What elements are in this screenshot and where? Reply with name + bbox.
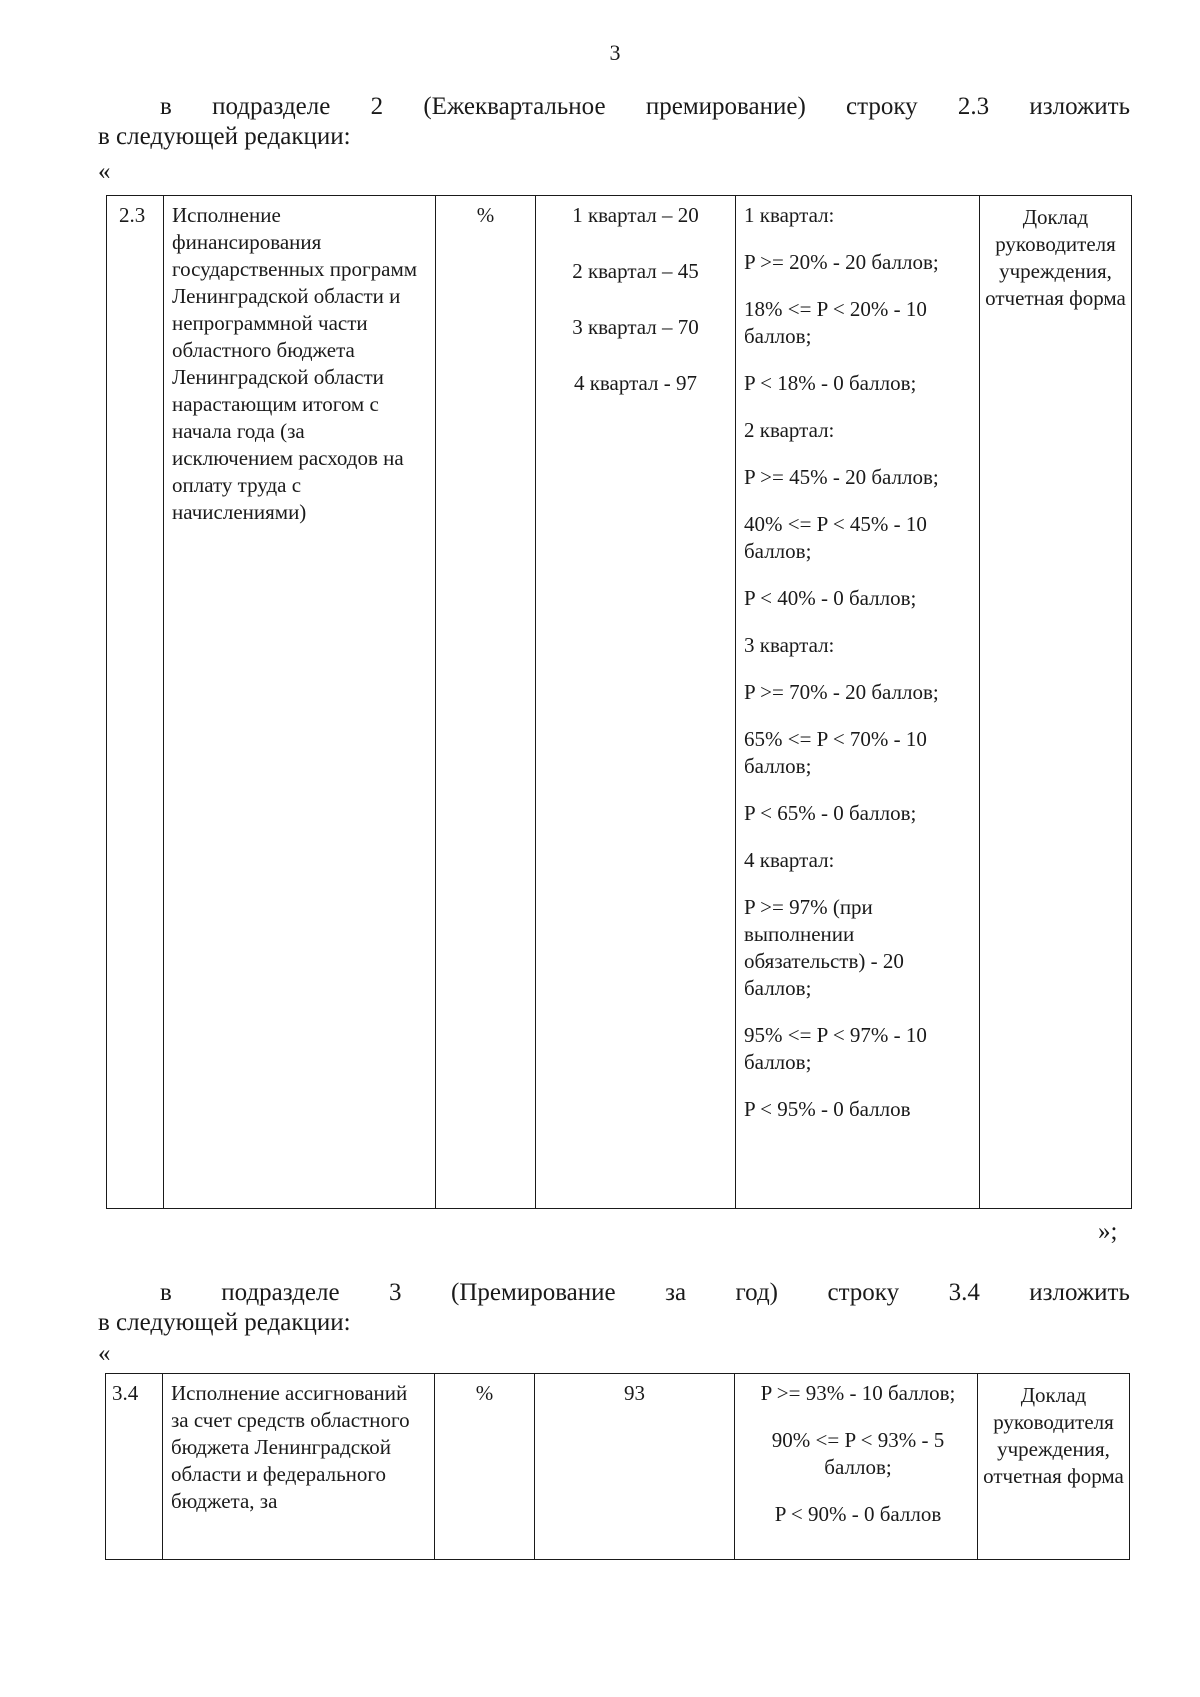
table-row bbox=[106, 1374, 1130, 1560]
row-2-3-table bbox=[106, 195, 1132, 1209]
plan-value: 1 квартал – 20 bbox=[572, 203, 699, 227]
scoring-line: P >= 20% - 20 баллов; bbox=[744, 250, 939, 274]
scoring-line: P < 90% - 0 баллов bbox=[774, 1502, 942, 1526]
scoring-line: P >= 93% - 10 баллов; bbox=[760, 1381, 956, 1405]
open-quote: « bbox=[98, 1340, 111, 1367]
row-number: 2.3 bbox=[107, 196, 164, 1209]
intro-word: (Ежеквартальное bbox=[423, 93, 606, 120]
intro-word: год) bbox=[735, 1279, 779, 1306]
intro-word: строку bbox=[827, 1279, 900, 1306]
intro-word: 2 bbox=[370, 93, 384, 120]
intro-word: (Премирование bbox=[451, 1279, 616, 1306]
section2-intro-line1 bbox=[98, 92, 1130, 122]
intro-word: в bbox=[160, 93, 172, 120]
intro-word: 3.4 bbox=[948, 1279, 980, 1306]
source-cell: Доклад руководителя учреждения, отчетная форма bbox=[980, 196, 1132, 1209]
open-quote: « bbox=[98, 158, 111, 185]
intro-word: премирование) bbox=[645, 93, 806, 120]
table-row bbox=[107, 196, 1132, 1209]
plan-value: 3 квартал – 70 bbox=[572, 315, 699, 339]
intro-word: подразделе bbox=[212, 93, 331, 120]
scoring-line: 4 квартал: bbox=[744, 848, 835, 872]
intro-word: за bbox=[665, 1279, 687, 1306]
intro-word: подразделе bbox=[221, 1279, 340, 1306]
section3-intro bbox=[98, 1278, 1130, 1338]
intro-word: 2.3 bbox=[957, 93, 990, 120]
scoring-line: P >= 70% - 20 баллов; bbox=[744, 680, 939, 704]
close-quote: »; bbox=[1098, 1218, 1118, 1245]
scoring-line: 18% <= P < 20% - 10 баллов; bbox=[744, 297, 927, 348]
scoring-cell bbox=[736, 196, 980, 1209]
plan-cell bbox=[536, 196, 736, 1209]
plan-value: 4 квартал - 97 bbox=[573, 371, 698, 395]
intro-word: в bbox=[160, 1279, 172, 1306]
section2-intro bbox=[98, 92, 1130, 152]
scoring-line: P >= 97% (при выполнении обязательств) - 20 баллов; bbox=[744, 895, 904, 1000]
plan-value: 2 квартал – 45 bbox=[572, 259, 699, 283]
scoring-line: P < 95% - 0 баллов bbox=[744, 1097, 911, 1121]
plan-cell: 93 bbox=[535, 1374, 735, 1560]
scoring-line: 1 квартал: bbox=[744, 203, 835, 227]
scoring-line: P < 18% - 0 баллов; bbox=[744, 371, 917, 395]
intro-word: 3 bbox=[389, 1279, 402, 1306]
unit-cell: % bbox=[436, 196, 536, 1209]
scoring-line: 65% <= P < 70% - 10 баллов; bbox=[744, 727, 927, 778]
intro-word: изложить bbox=[1029, 93, 1130, 120]
intro-word: строку bbox=[846, 93, 918, 120]
page-number: 3 bbox=[609, 40, 621, 65]
section3-intro-line2: в следующей редакции: bbox=[98, 1309, 351, 1336]
scoring-cell bbox=[735, 1374, 978, 1560]
scoring-line: P < 65% - 0 баллов; bbox=[744, 801, 917, 825]
section2-intro-line2: в следующей редакции: bbox=[98, 123, 351, 150]
section3-intro-line1 bbox=[98, 1278, 1130, 1308]
source-cell: Доклад руководителя учреждения, отчетная форма bbox=[978, 1374, 1130, 1560]
scoring-line: 40% <= P < 45% - 10 баллов; bbox=[744, 512, 927, 563]
scoring-line: 3 квартал: bbox=[744, 633, 835, 657]
scoring-line: 90% <= P < 93% - 5 баллов; bbox=[771, 1428, 945, 1479]
scoring-line: P >= 45% - 20 баллов; bbox=[744, 465, 939, 489]
row-number: 3.4 bbox=[106, 1374, 163, 1560]
indicator-cell: Исполнение финансирования государственных программ Ленинградской области и непрограммной части областного бюджета Ленинградской области нарастающим итогом с начала года (за исключением расходов на оплату труда с начислениями) bbox=[164, 196, 436, 1209]
intro-word: изложить bbox=[1029, 1279, 1130, 1306]
scoring-line: 2 квартал: bbox=[744, 418, 835, 442]
row-3-4-table bbox=[105, 1373, 1130, 1560]
scoring-line: P < 40% - 0 баллов; bbox=[744, 586, 917, 610]
unit-cell: % bbox=[435, 1374, 535, 1560]
scoring-line: 95% <= P < 97% - 10 баллов; bbox=[744, 1023, 927, 1074]
indicator-cell: Исполнение ассигнований за счет средств областного бюджета Ленинградской области и федерального бюджета, за bbox=[163, 1374, 435, 1560]
